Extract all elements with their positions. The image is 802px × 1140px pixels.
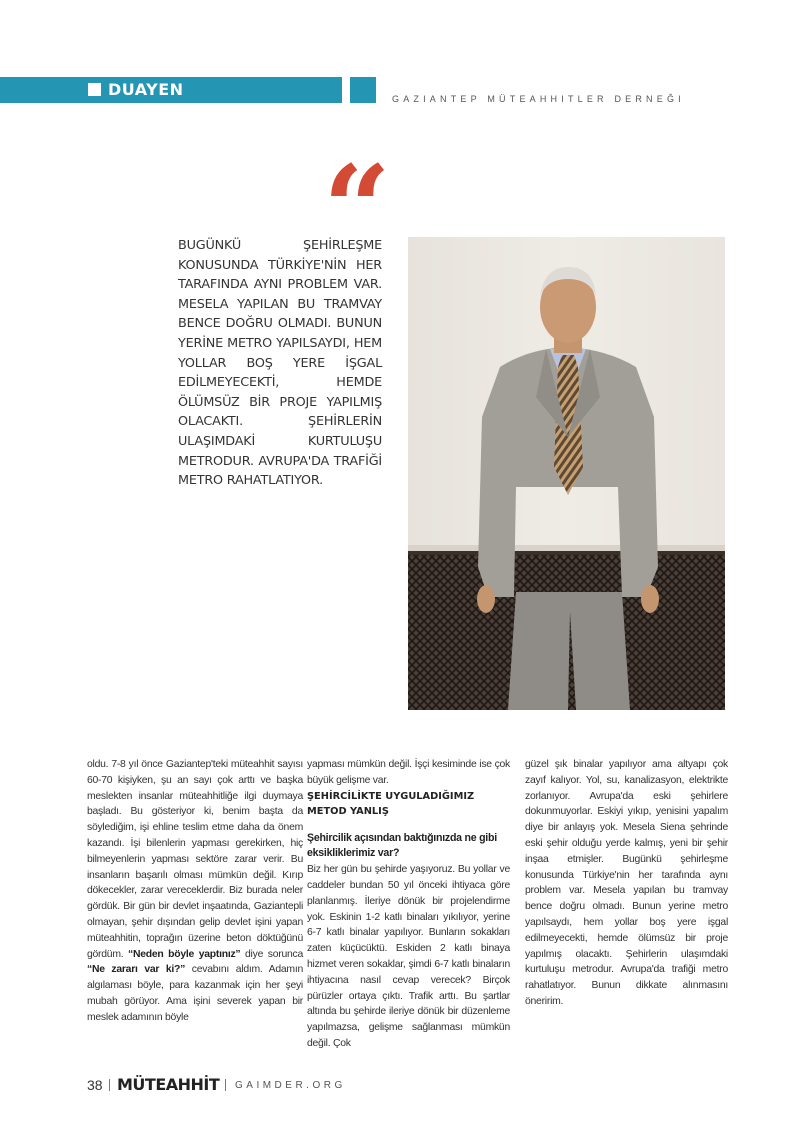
article-column-2	[307, 757, 510, 1052]
interview-question: Şehircilik açısından baktığınızda ne gibi eksikliklerimiz var?	[307, 831, 497, 860]
pull-quote: BUGÜNKÜ ŞEHİRLEŞME KONUSUNDA TÜRKİYE'NİN HER TARAFINDA AYNI PROBLEM VAR. MESELA YAPILAN BU TRAMVAY BENCE DOĞRU OLMADI. BUNUN YERİNE METRO YAPILSAYDI, HEM YOLLAR BOŞ YERE İŞGAL EDİLMEYECEKTİ, HEMDE ÖLÜMSÜZ BİR PROJE YAPILMIŞ OLACAKTI. ŞEHİRLERİN ULAŞIMDAKİ KURTULUŞU METRODUR. AVRUPA'DA TRAFİĞİ METRO RAHATLATIYOR.	[178, 238, 382, 489]
page-number: 38	[87, 1077, 103, 1093]
article-column-3	[525, 757, 728, 1010]
footer-divider	[109, 1079, 110, 1091]
article-column-1	[87, 757, 303, 1026]
section-label: DUAYEN	[108, 80, 184, 99]
website-link[interactable]: GAIMDER.ORG	[235, 1080, 346, 1091]
header-accent-block	[350, 77, 376, 103]
quote-mark-icon: “	[323, 139, 391, 278]
paragraph: oldu. 7-8 yıl önce Gaziantep'teki müteahhit sayısı 60-70 kişiyken, şu an sayı çok arttı ve başka meslekten insanlar müteahhitliğe ilgi duymaya başladı. Bu gösteriyor ki, benim başta da söylediğim, işi ehline teslim etme daha da önem kazandı. İşi bilenlerin yapması gerekirken, hiç bilmeyenlerin yapması sektöre zarar verir. Bu insanların başarılı olması mümkün değil. Kırıp dökecekler, zarar vereceklerdir. Biz burada neler gördük. Bir gün bir devlet inşaatında, Gaziantepli olmayan, şehir dışından gelip devlet işini yapan müteahhitin, toprağın üzerine beton döktüğünü gördüm. “Neden böyle yaptınız” diye sorunca “Ne zararı var ki?” cevabını aldım. Adamın algılaması böyle, para kazanmak için her şeyi mubah görüyor. Ama işini severek yapan bir meslek adamının böyle	[87, 759, 303, 1023]
organization-name: GAZIANTEP MÜTEAHHITLER DERNEĞI	[392, 94, 685, 104]
magazine-logo: MÜTEAHHİT	[117, 1075, 220, 1094]
section-square-icon	[88, 83, 101, 96]
subheading: ŞEHİRCİLİKTE UYGULADIĞIMIZ METOD YANLIŞ	[307, 790, 475, 817]
portrait-photo	[408, 237, 725, 710]
paragraph: güzel şık binalar yapılıyor ama altyapı çok zayıf kalıyor. Yol, su, kanalizasyon, elektrikte zorlanıyor. Avrupa'da eski şehirlere dokunmuyorlar. Eskiyi yıkıp, yenisini yapalım diye bir anlayış yok. Mesela Siena şehrinde eski şehir olduğu yerde kalmış, yeni bir şehir inşaa etmişler. Bugünkü şehirleşme konusunda Türkiye'nin her tarafında aynı problem var. Mesela yapılan bu tramvay bence doğru olmadı. Bunun yerine metro yapılsaydı, hem yollar boş yere işgal edilmeyecekti, hemde ölümsüz bir proje yapılmış olacaktı. Şehirlerin ulaşımdaki kurtuluşu metrodur. Avrupa'da trafiği metro rahatlatıyor. Bunun dikkate alınmasını öneririm.	[525, 759, 728, 1007]
paragraph: Biz her gün bu şehirde yaşıyoruz. Bu yollar ve caddeler bundan 50 yıl önceki ihtiyaca göre planlanmış. İleriye dönük bir projelendirme yok. Eskinin 1-2 katlı binaları yıkılıyor, yerine 6-7 katlı binalar yapılıyor. Bunların sokakları zaten küçücüktü. Eskiden 2 katlı binaya hizmet veren sokaklar, şimdi 6-7 katlı binaların ihtiyacına nasıl cevap verecek? Birçok pürüzler ortaya çıktı. Trafik arttı. Bu şartlar altında bu şehirde ileriye dönük bir düzenleme yapılmazsa, gelişme sağlanması mümkün değil. Çok	[307, 864, 510, 1049]
footer-divider	[225, 1079, 226, 1091]
paragraph: yapması mümkün değil. İşçi kesiminde ise çok büyük gelişme var.	[307, 759, 510, 786]
